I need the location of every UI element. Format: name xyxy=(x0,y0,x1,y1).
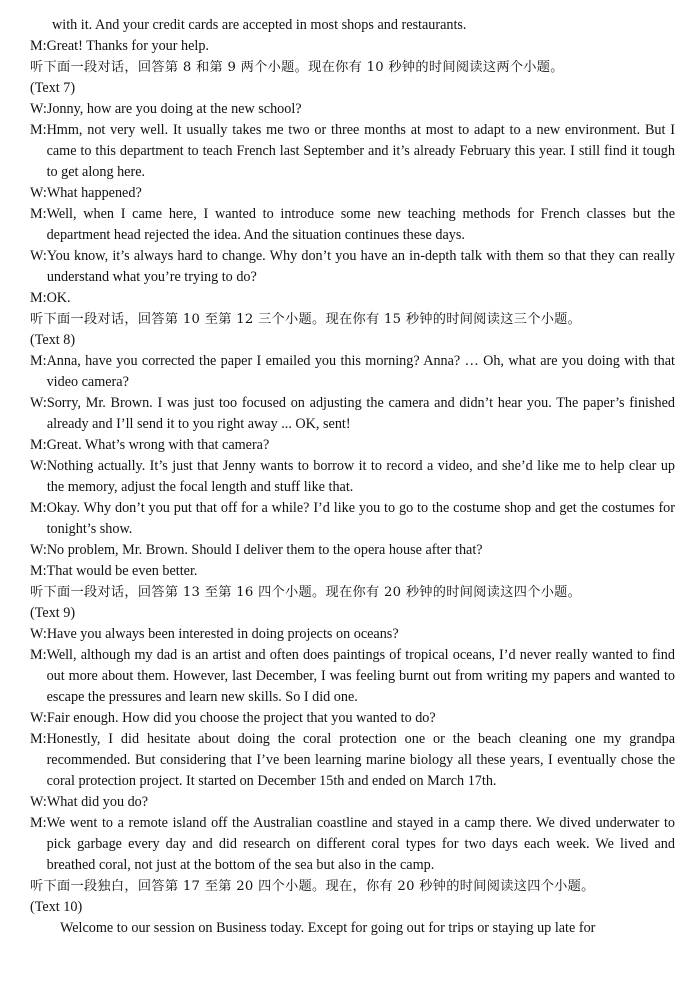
speaker-label: M: xyxy=(30,353,47,369)
dialogue-line xyxy=(30,393,675,435)
utterance-text: Sorry, Mr. Brown. I was just too focused on adjusting the camera and didn’t hear you. The paper’s finished already and I’ll send it to you right away ... OK, sent! xyxy=(46,395,675,432)
dialogue-line xyxy=(30,792,675,813)
utterance-text: Well, although my dad is an artist and often does paintings of tropical oceans, I’d never really wanted to find out more about them. However, last December, I was feeling burnt out from writing my papers and wanted to escape the pressures and learn new skills. So I did one. xyxy=(46,647,675,705)
dialogue-line xyxy=(30,813,675,876)
speaker-label: M: xyxy=(30,38,47,54)
dialogue-line xyxy=(30,204,675,246)
speaker-label: M: xyxy=(30,437,47,453)
utterance-text: No problem, Mr. Brown. Should I deliver them to the opera house after that? xyxy=(46,542,483,558)
utterance-text: What did you do? xyxy=(46,794,149,810)
dialogue-line xyxy=(30,288,675,309)
utterance-text: Great! Thanks for your help. xyxy=(46,38,210,54)
speaker-label: M: xyxy=(30,563,47,579)
listening-instruction: 听下面一段对话，回答第 8 和第 9 两个小题。现在你有 10 秒钟的时间阅读这两个小题。 xyxy=(30,60,564,75)
speaker-label: W: xyxy=(30,395,47,411)
dialogue-line xyxy=(30,435,675,456)
monologue-paragraph: Welcome to our session on Business today. Except for going out for trips or staying up late for xyxy=(60,920,596,936)
speaker-label: W: xyxy=(30,185,47,201)
dialogue-line xyxy=(30,351,675,393)
utterance-text: OK. xyxy=(46,290,71,306)
dialogue-line xyxy=(30,729,675,792)
dialogue-line xyxy=(30,645,675,708)
dialogue-line xyxy=(30,183,675,204)
dialogue-line xyxy=(30,99,675,120)
utterance-text: Jonny, how are you doing at the new school? xyxy=(46,101,302,117)
utterance-text: Okay. Why don’t you put that off for a while? I’d like you to go to the costume shop and get the costumes for tonight’s show. xyxy=(46,500,675,537)
utterance-text: Have you always been interested in doing projects on oceans? xyxy=(46,626,399,642)
speaker-label: M: xyxy=(30,647,47,663)
dialogue-line xyxy=(30,708,675,729)
speaker-label: M: xyxy=(30,290,47,306)
utterance-text: Well, when I came here, I wanted to introduce some new teaching methods for French classes but the department head rejected the idea. And the situation continues these days. xyxy=(46,206,675,243)
dialogue-line xyxy=(30,36,675,57)
utterance-text: You know, it’s always hard to change. Why don’t you have an in-depth talk with them so that they can really understand what you’re trying to do? xyxy=(46,248,675,285)
speaker-label: W: xyxy=(30,794,47,810)
dialogue-line xyxy=(30,540,675,561)
dialogue-line xyxy=(30,246,675,288)
dialogue-line xyxy=(30,561,675,582)
speaker-label: W: xyxy=(30,458,47,474)
speaker-label: M: xyxy=(30,122,47,138)
utterance-text: We went to a remote island off the Australian coastline and stayed in a camp there. We dived underwater to pick garbage every day and did research on different coral types for two days each week. We lived and breathed coral, not just at the bottom of the sea but also in the camp. xyxy=(46,815,675,873)
utterance-text: What happened? xyxy=(46,185,142,201)
utterance-text: Hmm, not very well. It usually takes me two or three months at most to adapt to a new environment. But I came to this department to teach French last September and it’s already February this year. I still find it tough to get along here. xyxy=(46,122,675,180)
dialogue-line xyxy=(30,456,675,498)
speaker-label: W: xyxy=(30,101,47,117)
dialogue-line xyxy=(30,120,675,183)
text-section-heading: (Text 9) xyxy=(30,605,76,621)
text-section-heading: (Text 8) xyxy=(30,332,76,348)
continued-utterance: with it. And your credit cards are accepted in most shops and restaurants. xyxy=(52,17,467,33)
listening-instruction: 听下面一段对话，回答第 13 至第 16 四个小题。现在你有 20 秒钟的时间阅读这四个小题。 xyxy=(30,585,582,600)
speaker-label: W: xyxy=(30,626,47,642)
utterance-text: Great. What’s wrong with that camera? xyxy=(46,437,270,453)
text-section-heading: (Text 7) xyxy=(30,80,76,96)
utterance-text: Honestly, I did hesitate about doing the coral protection one or the beach cleaning one my grandpa recommended. But considering that I’ve been learning marine biology all these years, I eventually chose the coral protection project. It started on December 15th and ended on March 17th. xyxy=(46,731,675,789)
speaker-label: W: xyxy=(30,248,47,264)
utterance-text: Anna, have you corrected the paper I emailed you this morning? Anna? … Oh, what are you doing with that video camera? xyxy=(46,353,675,390)
speaker-label: M: xyxy=(30,815,47,831)
dialogue-line xyxy=(30,498,675,540)
text-section-heading: (Text 10) xyxy=(30,899,83,915)
speaker-label: M: xyxy=(30,206,47,222)
utterance-text: Fair enough. How did you choose the project that you wanted to do? xyxy=(46,710,436,726)
dialogue-line xyxy=(30,624,675,645)
speaker-label: W: xyxy=(30,542,47,558)
speaker-label: W: xyxy=(30,710,47,726)
speaker-label: M: xyxy=(30,500,47,516)
listening-instruction: 听下面一段独白，回答第 17 至第 20 四个小题。现在，你有 20 秒钟的时间阅读这四个小题。 xyxy=(30,879,595,894)
listening-instruction: 听下面一段对话，回答第 10 至第 12 三个小题。现在你有 15 秒钟的时间阅读这三个小题。 xyxy=(30,312,582,327)
speaker-label: M: xyxy=(30,731,47,747)
utterance-text: That would be even better. xyxy=(46,563,198,579)
utterance-text: Nothing actually. It’s just that Jenny wants to borrow it to record a video, and she’d like me to help clear up the memory, adjust the focal length and stuff like that. xyxy=(46,458,675,495)
